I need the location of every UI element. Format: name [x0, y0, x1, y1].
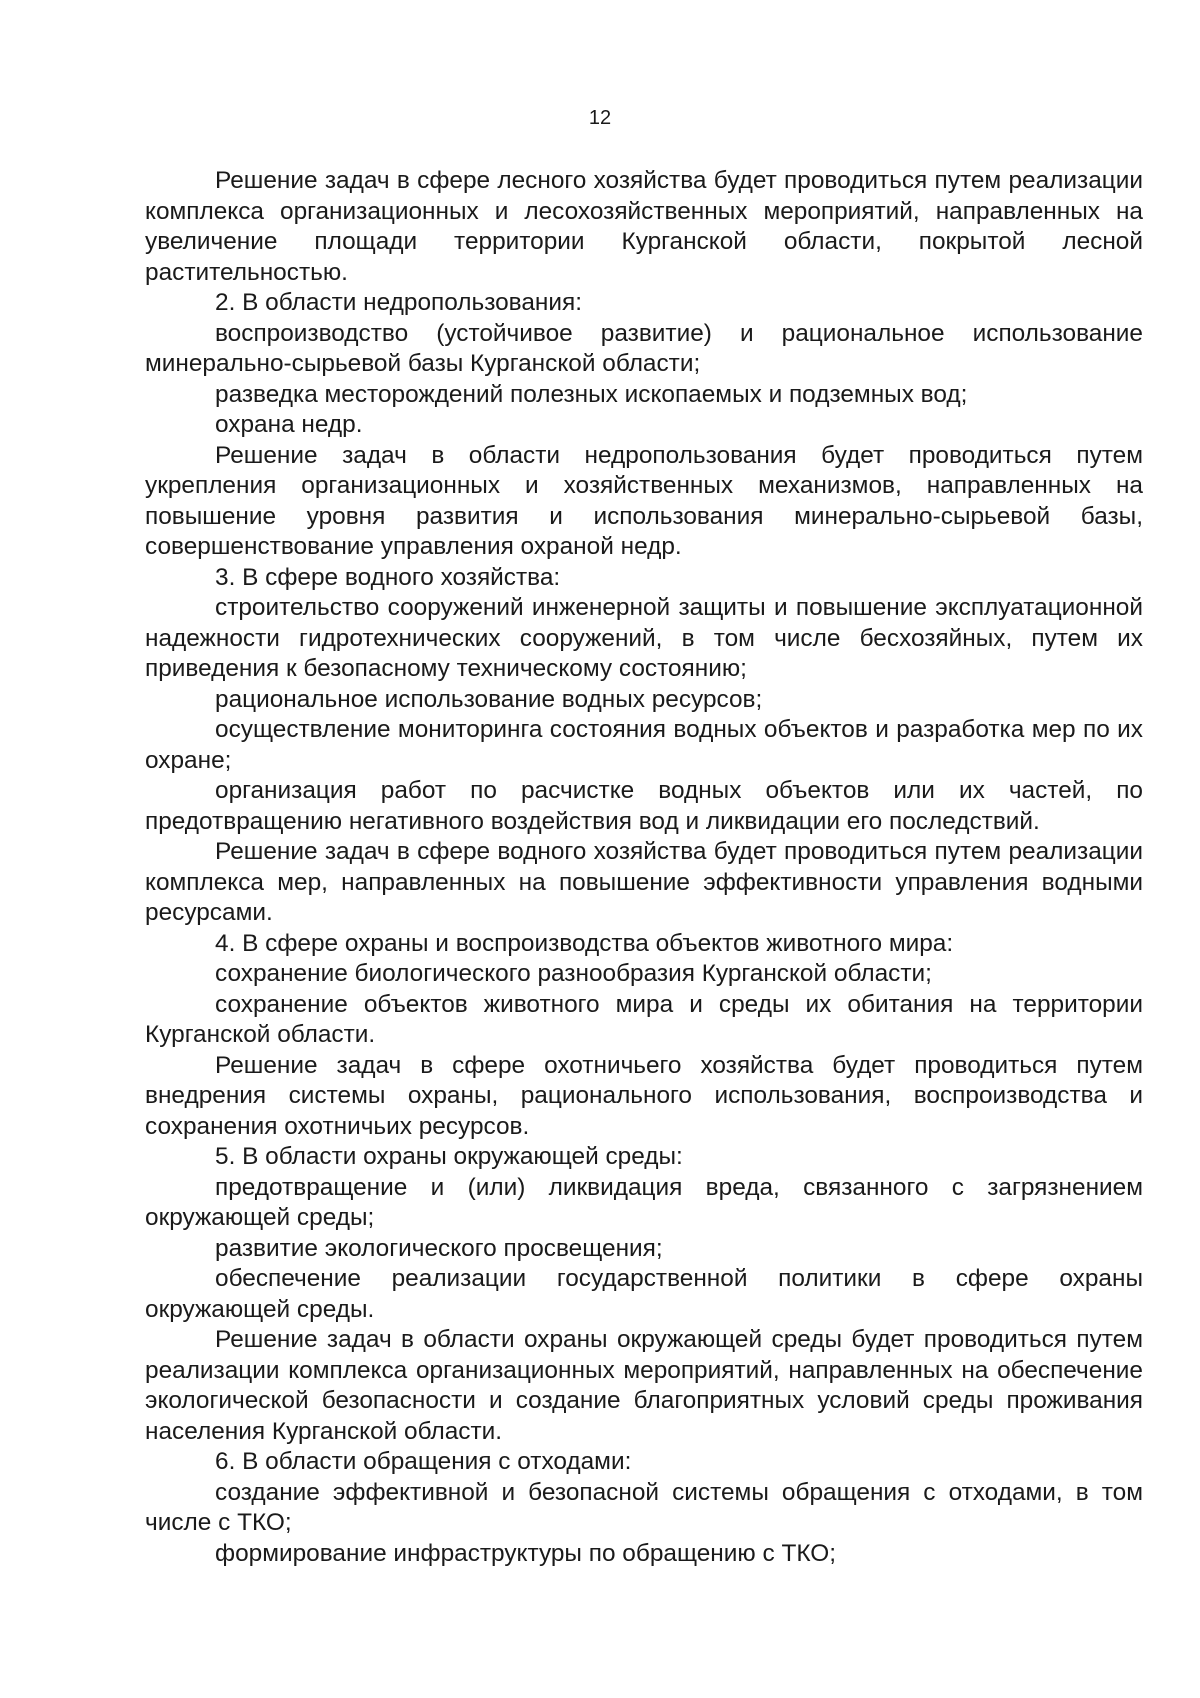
paragraph-section-2-heading: 2. В области недропользования:	[215, 289, 583, 316]
paragraph-mineral-base: воспроизводство (устойчивое развитие) и рациональное использование минерально-сырьевой базы Курганской области;	[145, 319, 1143, 377]
paragraph-water-use: рациональное использование водных ресурсов;	[215, 685, 763, 713]
paragraph-water-monitoring: осуществление мониторинга состояния водных объектов и разработка мер по их охране;	[145, 716, 1143, 774]
paragraph-subsoil-protection: охрана недр.	[215, 411, 363, 438]
paragraph-subsoil-solution: Решение задач в области недропользования будет проводиться путем укрепления организационных и хозяйственных механизмов, направленных на повышение уровня развития и использования минерально-сырьевой базы, совершенствование управления охраной недр.	[145, 441, 1143, 560]
paragraph-waste-infrastructure: формирование инфраструктуры по обращению с ТКО;	[215, 1539, 837, 1567]
paragraph-state-policy: обеспечение реализации государственной политики в сфере охраны окружающей среды.	[145, 1265, 1143, 1323]
paragraph-forestry-solution: Решение задач в сфере лесного хозяйства будет проводиться путем реализации комплекса организационных и лесохозяйственных мероприятий, направленных на увеличение площади территории Курганской области, покрытой лесной растительностью.	[145, 167, 1143, 286]
paragraph-section-6-heading: 6. В области обращения с отходами:	[215, 1448, 632, 1475]
paragraph-water-solution: Решение задач в сфере водного хозяйства будет проводиться путем реализации комплекса мер, направленных на повышение эффективности управления водными ресурсами.	[145, 838, 1143, 926]
paragraph-waste-system: создание эффективной и безопасной системы обращения с отходами, в том числе с ТКО;	[145, 1478, 1143, 1536]
paragraph-wildlife: сохранение объектов животного мира и среды их обитания на территории Курганской области.	[145, 990, 1143, 1048]
paragraph-environment-solution: Решение задач в области охраны окружающей среды будет проводиться путем реализации комплекса организационных мероприятий, направленных на обеспечение экологической безопасности и создание благоприятных условий среды проживания населения Курганской области.	[145, 1326, 1143, 1445]
document-body	[145, 166, 1143, 1569]
paragraph-section-3-heading: 3. В сфере водного хозяйства:	[215, 563, 561, 591]
paragraph-protection-structures: строительство сооружений инженерной защиты и повышение эксплуатационной надежности гидротехнических сооружений, в том числе бесхозяйных, путем их приведения к безопасному техническому состоянию;	[145, 594, 1143, 682]
paragraph-pollution-harm: предотвращение и (или) ликвидация вреда, связанного с загрязнением окружающей среды;	[145, 1173, 1143, 1231]
paragraph-hunting-solution: Решение задач в сфере охотничьего хозяйства будет проводиться путем внедрения системы охраны, рационального использования, воспроизводства и сохранения охотничьих ресурсов.	[145, 1051, 1143, 1140]
paragraph-section-4-heading: 4. В сфере охраны и воспроизводства объектов животного мира:	[215, 929, 954, 957]
paragraph-exploration: разведка месторождений полезных ископаемых и подземных вод;	[215, 380, 968, 408]
paragraph-eco-education: развитие экологического просвещения;	[215, 1234, 663, 1262]
page-number: 12	[588, 107, 612, 129]
paragraph-biodiversity: сохранение биологического разнообразия Курганской области;	[215, 960, 932, 987]
paragraph-water-clearing: организация работ по расчистке водных объектов или их частей, по предотвращению негативного воздействия вод и ликвидации его последствий.	[145, 777, 1143, 835]
paragraph-section-5-heading: 5. В области охраны окружающей среды:	[215, 1143, 683, 1170]
